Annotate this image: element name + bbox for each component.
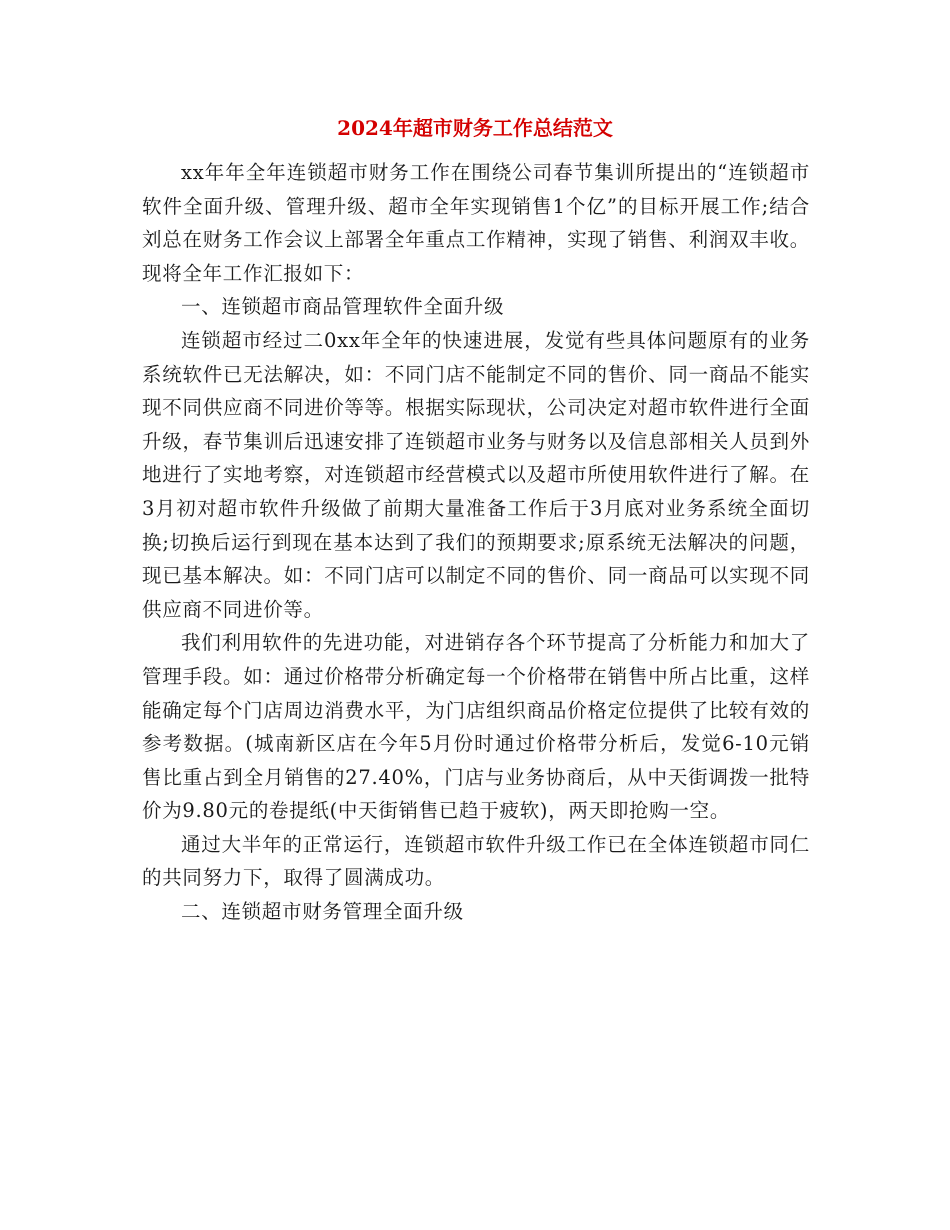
body-paragraph-1: 连锁超市经过二0xx年全年的快速进展，发觉有些具体问题原有的业务系统软件已无法解决，如：不同门店不能制定不同的售价、同一商品不能实现不同供应商不同进价等等。根据实际现状，公司决定对超市软件进行全面升级，春节集训后迅速安排了连锁超市业务与财务以及信息部相关人员到外地进行了实地考察，对连锁超市经营模式以及超市所使用软件进行了解。在3月初对超市软件升级做了前期大量准备工作后于3月底对业务系统全面切换;切换后运行到现在基本达到了我们的预期要求;原系统无法解决的问题，现已基本解决。如：不同门店可以制定不同的售价、同一商品可以实现不同供应商不同进价等。 [142, 328, 810, 621]
section-heading-2: 二、连锁超市财务管理全面升级 [181, 900, 464, 924]
intro-paragraph: xx年年全年连锁超市财务工作在围绕公司春节集训所提出的“连锁超市软件全面升级、管理升级、超市全年实现销售1个亿”的目标开展工作;结合刘总在财务工作会议上部署全年重点工作精神，实现了销售、利润双丰收。现将全年工作汇报如下： [142, 161, 810, 285]
section-heading-1: 一、连锁超市商品管理软件全面升级 [181, 295, 505, 319]
document-title: 2024年超市财务工作总结范文 [337, 116, 613, 140]
body-paragraph-3: 通过大半年的正常运行，连锁超市软件升级工作已在全体连锁超市同仁的共同努力下，取得了圆满成功。 [142, 832, 810, 890]
body-paragraph-2: 我们利用软件的先进功能，对进销存各个环节提高了分析能力和加大了管理手段。如：通过价格带分析确定每一个价格带在销售中所占比重，这样能确定每个门店周边消费水平，为门店组织商品价格定位提供了比较有效的参考数据。(城南新区店在今年5月份时通过价格带分析后，发觉6-10元销售比重占到全月销售的27.40%，门店与业务协商后，从中天街调拨一批特价为9.80元的卷提纸(中天街销售已趋于疲软)，两天即抢购一空。 [142, 631, 810, 823]
document-body [142, 156, 810, 929]
